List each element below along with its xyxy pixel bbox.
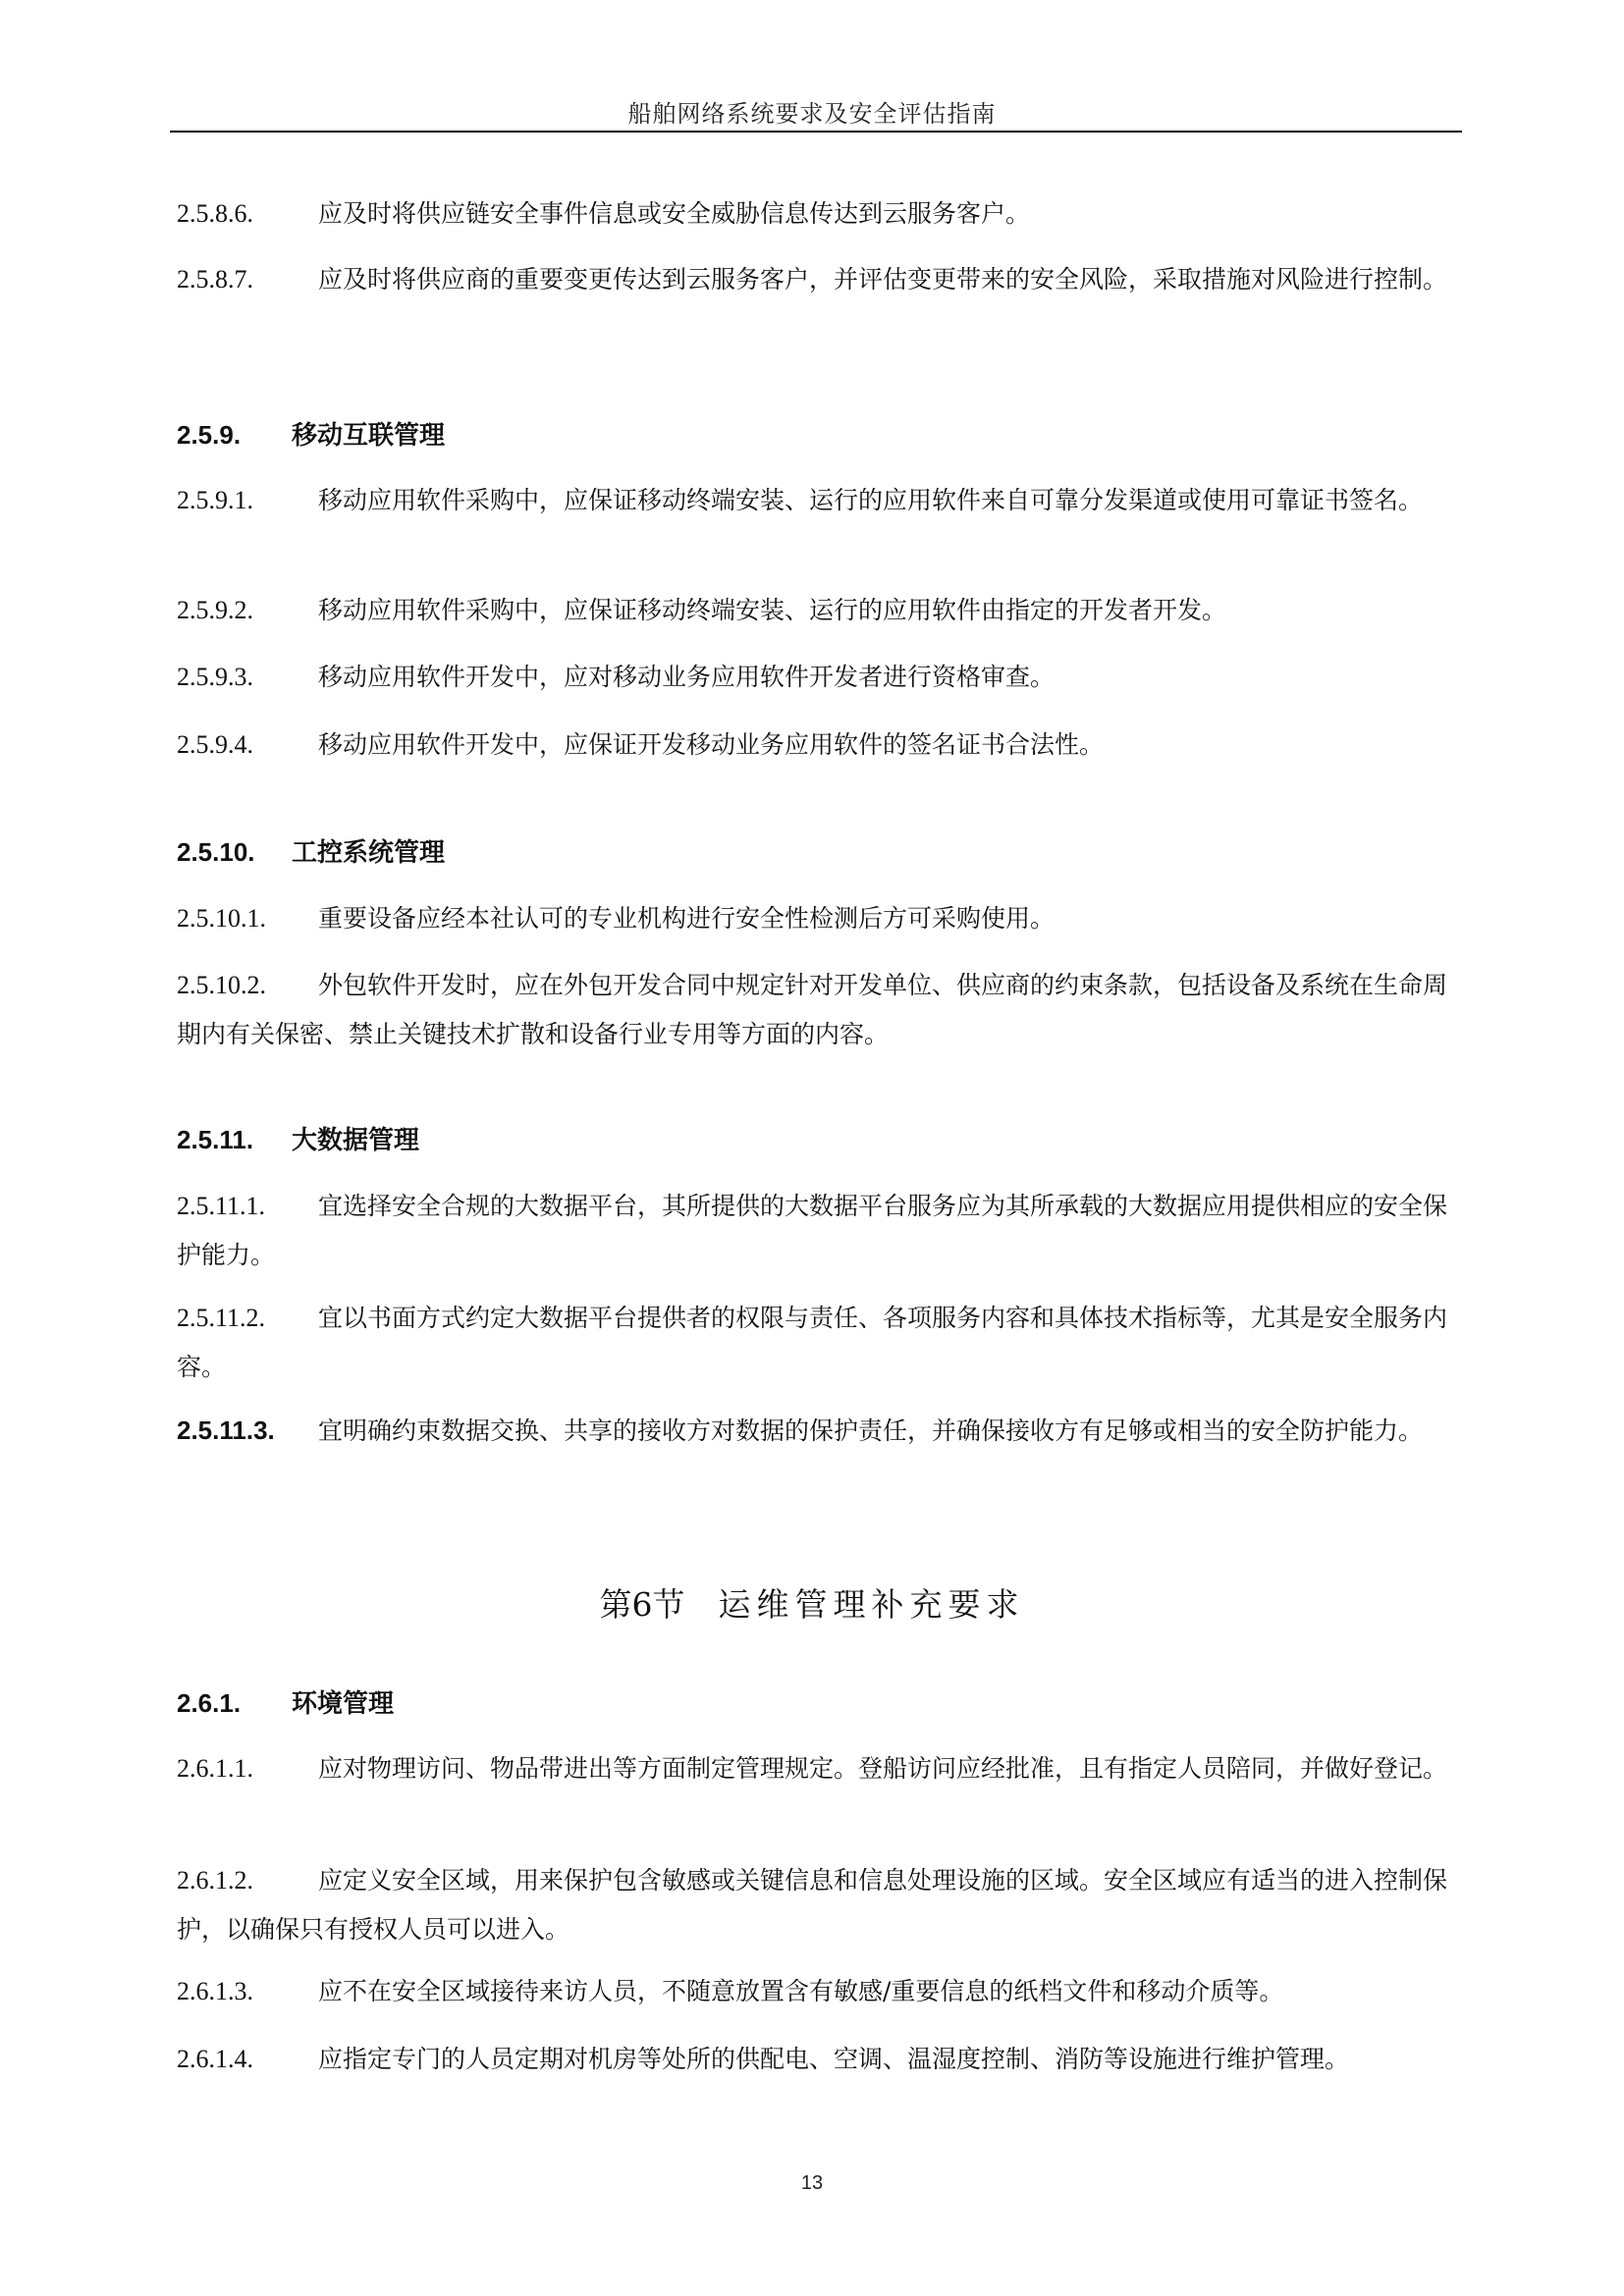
- clause-number: 2.6.1.4.: [177, 2045, 253, 2073]
- clause-text: 外包软件开发时，应在外包开发合同中规定针对开发单位、供应商的约束条款，包括设备及系统在生命周期内有关保密、禁止关键技术扩散和设备行业专用等方面的内容。: [177, 971, 1448, 1048]
- clause-2-5-9-4: [177, 721, 1449, 770]
- heading-text: 工控系统管理: [292, 838, 446, 868]
- section-name: 运维管理补充要求: [718, 1585, 1025, 1624]
- clause-text: 宜明确约束数据交换、共享的接收方对数据的保护责任，并确保接收方有足够或相当的安全防护能力。: [318, 1416, 1424, 1445]
- clause-2-5-8-6: [177, 189, 1449, 239]
- clause-number: 2.5.11.2.: [177, 1304, 266, 1332]
- clause-number: 2.5.8.6.: [177, 199, 253, 228]
- clause-number: 2.5.10.2.: [177, 971, 266, 999]
- clause-text: 移动应用软件开发中，应对移动业务应用软件开发者进行资格审查。: [318, 663, 1056, 691]
- clause-text: 应不在安全区域接待来访人员，不随意放置含有敏感/重要信息的纸档文件和移动介质等。: [318, 1977, 1284, 2005]
- clause-2-5-11-1: [177, 1182, 1449, 1280]
- clause-2-6-1-3: [177, 1967, 1449, 2016]
- clause-text: 应及时将供应链安全事件信息或安全威胁信息传达到云服务客户。: [318, 199, 1031, 228]
- clause-number: 2.5.11.3.: [177, 1415, 275, 1445]
- clause-number: 2.5.11.1.: [177, 1192, 266, 1220]
- clause-number: 2.5.8.7.: [177, 265, 253, 294]
- clause-number: 2.5.9.3.: [177, 663, 253, 691]
- heading-number: 2.5.9.: [177, 420, 242, 450]
- heading-2-5-11: [177, 1120, 1449, 1160]
- clause-2-5-9-2: [177, 586, 1449, 635]
- clause-text: 应定义安全区域，用来保护包含敏感或关键信息和信息处理设施的区域。安全区域应有适当的进入控制保护，以确保只有授权人员可以进入。: [177, 1866, 1448, 1944]
- running-header-title: 船舶网络系统要求及安全评估指南: [627, 100, 997, 128]
- clause-number: 2.5.9.2.: [177, 596, 253, 624]
- clause-2-5-8-7: [177, 255, 1449, 304]
- clause-text: 移动应用软件采购中，应保证移动终端安装、运行的应用软件来自可靠分发渠道或使用可靠证书签名。: [318, 486, 1424, 514]
- heading-number: 2.5.10.: [177, 837, 255, 867]
- clause-number: 2.5.10.1.: [177, 904, 266, 933]
- clause-text: 宜选择安全合规的大数据平台，其所提供的大数据平台服务应为其所承载的大数据应用提供相应的安全保护能力。: [177, 1192, 1448, 1269]
- clause-2-6-1-2: [177, 1856, 1449, 1954]
- clause-number: 2.6.1.2.: [177, 1866, 253, 1895]
- clause-text: 移动应用软件开发中，应保证开发移动业务应用软件的签名证书合法性。: [318, 730, 1105, 759]
- clause-2-6-1-1: [177, 1744, 1449, 1793]
- heading-2-6-1: [177, 1683, 1449, 1724]
- clause-2-5-10-1: [177, 894, 1449, 943]
- clause-text: 宜以书面方式约定大数据平台提供者的权限与责任、各项服务内容和具体技术指标等，尤其是安全服务内容。: [177, 1304, 1448, 1381]
- heading-number: 2.5.11.: [177, 1125, 254, 1154]
- heading-text: 环境管理: [292, 1689, 395, 1719]
- clause-text: 重要设备应经本社认可的专业机构进行安全性检测后方可采购使用。: [318, 904, 1056, 933]
- page-number: 13: [800, 2172, 824, 2194]
- heading-number: 2.6.1.: [177, 1688, 242, 1718]
- clause-text: 应指定专门的人员定期对机房等处所的供配电、空调、温湿度控制、消防等设施进行维护管理。: [318, 2045, 1350, 2073]
- clause-2-5-11-2: [177, 1294, 1449, 1392]
- clause-2-5-10-2: [177, 961, 1449, 1059]
- clause-text: 应对物理访问、物品带进出等方面制定管理规定。登船访问应经批准，且有指定人员陪同，并做好登记。: [318, 1754, 1448, 1783]
- heading-text: 大数据管理: [292, 1126, 420, 1155]
- clause-2-5-11-3: [177, 1406, 1449, 1456]
- clause-text: 应及时将供应商的重要变更传达到云服务客户，并评估变更带来的安全风险，采取措施对风险进行控制。: [318, 265, 1448, 294]
- clause-2-5-9-3: [177, 653, 1449, 702]
- clause-number: 2.6.1.1.: [177, 1754, 253, 1783]
- section-label: 第6节: [599, 1585, 685, 1624]
- clause-number: 2.5.9.4.: [177, 730, 253, 759]
- section-title: [0, 1580, 1624, 1629]
- clause-2-5-9-1: [177, 476, 1449, 525]
- clause-number: 2.5.9.1.: [177, 486, 253, 514]
- clause-text: 移动应用软件采购中，应保证移动终端安装、运行的应用软件由指定的开发者开发。: [318, 596, 1227, 624]
- clause-number: 2.6.1.3.: [177, 1977, 253, 2005]
- clause-2-6-1-4: [177, 2035, 1449, 2084]
- heading-2-5-10: [177, 832, 1449, 873]
- heading-2-5-9: [177, 415, 1449, 455]
- heading-text: 移动互联管理: [292, 421, 446, 451]
- header-rule: [170, 131, 1462, 133]
